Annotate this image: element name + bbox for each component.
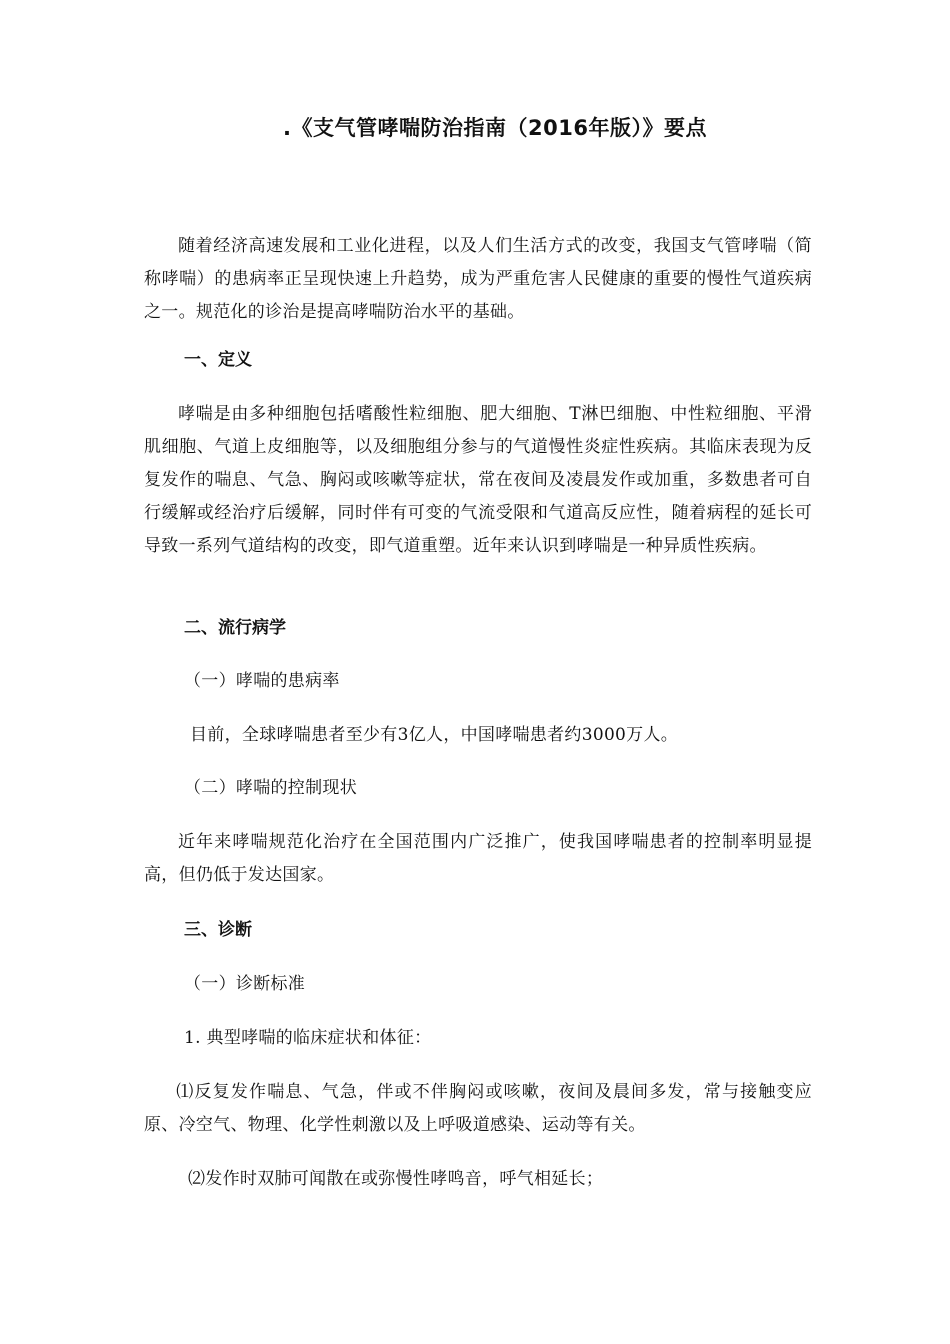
- prevalence-paragraph: 目前，全球哮喘患者至少有3亿人，中国哮喘患者约3000万人。: [190, 725, 679, 745]
- control-status-paragraph: 近年来哮喘规范化治疗在全国范围内广泛推广，使我国哮喘患者的控制率明显提高，但仍低于发达国家。: [144, 832, 812, 885]
- section-heading-diagnosis: 三、诊断: [184, 920, 252, 940]
- definition-paragraph: 哮喘是由多种细胞包括嗜酸性粒细胞、肥大细胞、T淋巴细胞、中性粒细胞、平滑肌细胞、气道上皮细胞等，以及细胞组分参与的气道慢性炎症性疾病。其临床表现为反复发作的喘息、气急、胸闷或咳嗽等症状，常在夜间及凌晨发作或加重，多数患者可自行缓解或经治疗后缓解，同时伴有可变的气流受限和气道高反应性，随着病程的延长可导致一系列气道结构的改变，即气道重塑。近年来认识到哮喘是一种异质性疾病。: [144, 404, 812, 556]
- subheading-diagnostic-criteria: （一）诊断标准: [184, 974, 306, 994]
- section-heading-epidemiology: 二、流行病学: [184, 618, 286, 638]
- list-point-2: ⑵发作时双肺可闻散在或弥慢性哮鸣音，呼气相延长；: [188, 1169, 604, 1189]
- list-point-1: ⑴反复发作喘息、气急，伴或不伴胸闷或咳嗽，夜间及晨间多发，常与接触变应原、冷空气、物理、化学性刺激以及上呼吸道感染、运动等有关。: [144, 1082, 812, 1135]
- subheading-prevalence: （一）哮喘的患病率: [184, 671, 340, 691]
- intro-paragraph: 随着经济高速发展和工业化进程，以及人们生活方式的改变，我国支气管哮喘（简称哮喘）的患病率正呈现快速上升趋势，成为严重危害人民健康的重要的慢性气道疾病之一。规范化的诊治是提高哮喘防治水平的基础。: [144, 236, 812, 322]
- section-heading-definition: 一、定义: [184, 350, 252, 370]
- subheading-control-status: （二）哮喘的控制现状: [184, 778, 357, 798]
- document-title: .《支气管哮喘防治指南（2016年版）》要点: [283, 116, 707, 140]
- list-item-typical-symptoms: 1. 典型哮喘的临床症状和体征：: [184, 1028, 432, 1048]
